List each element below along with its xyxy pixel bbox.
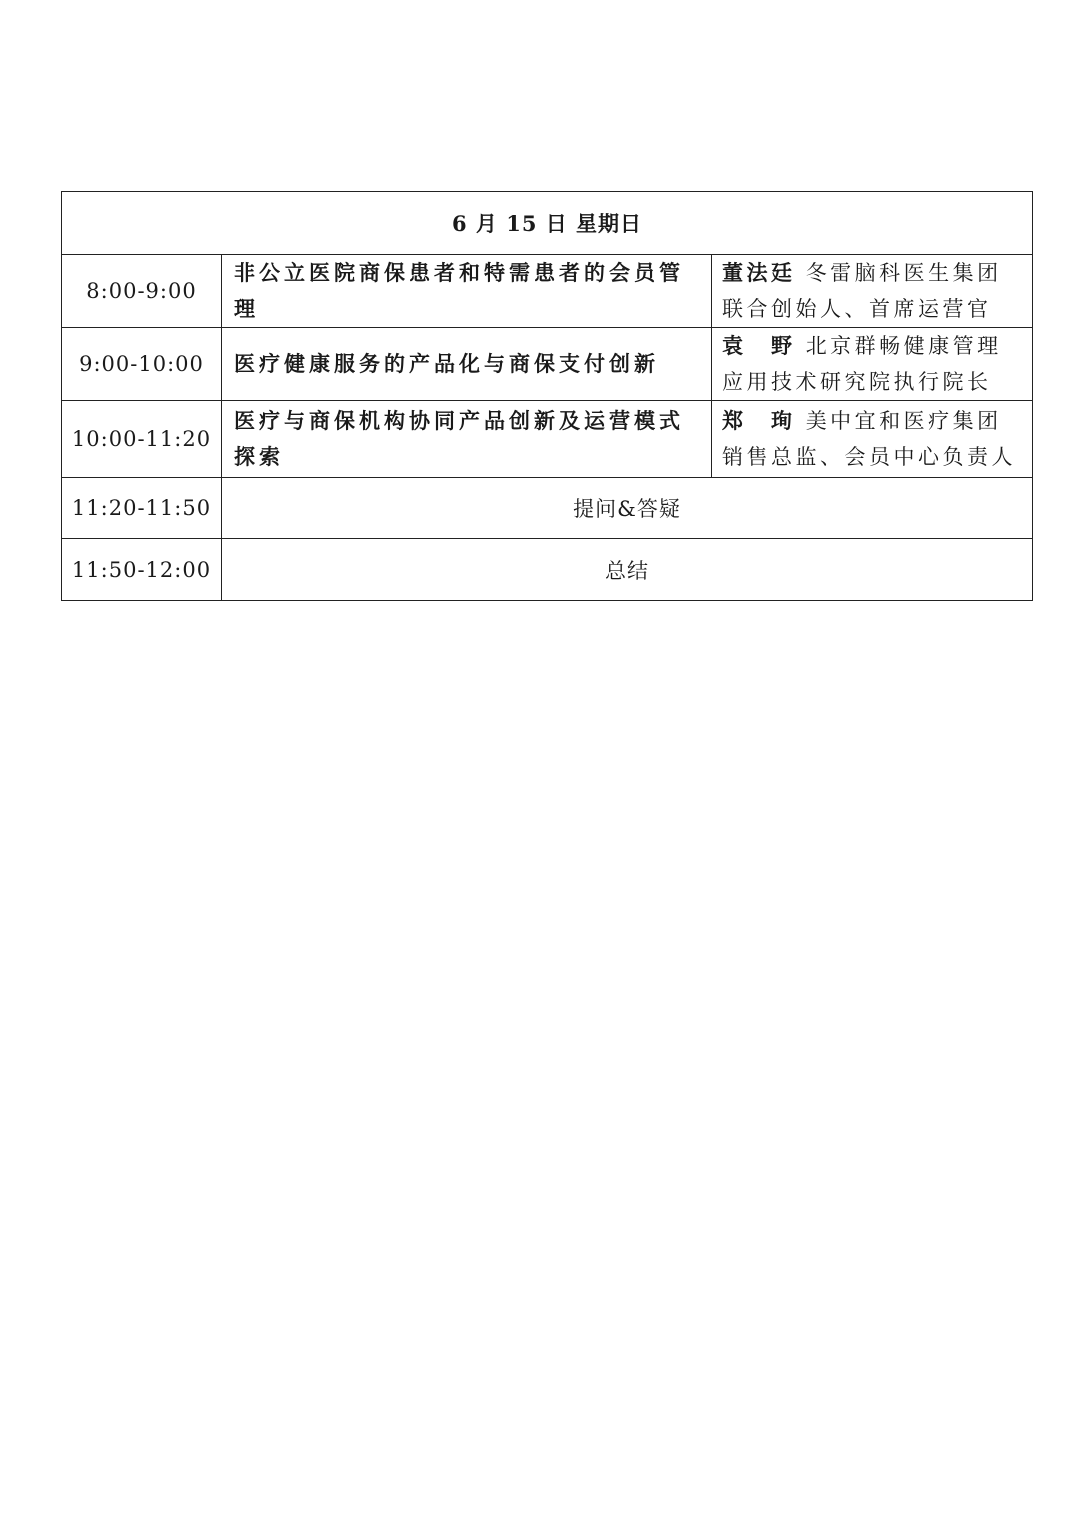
schedule-table <box>61 191 1033 601</box>
date-header-row <box>62 192 1033 255</box>
session-speaker <box>712 328 1033 401</box>
session-topic: 非公立医院商保患者和特需患者的会员管理 <box>222 255 712 328</box>
session-activity: 提问&答疑 <box>222 478 1033 539</box>
session-activity: 总结 <box>222 539 1033 601</box>
speaker-role: 应用技术研究院执行院长 <box>722 370 992 394</box>
table-row <box>62 401 1033 478</box>
table-row <box>62 539 1033 601</box>
speaker-role: 联合创始人、首席运营官 <box>722 297 992 321</box>
table-row <box>62 328 1033 401</box>
speaker-line-1 <box>722 403 1028 439</box>
session-topic: 医疗与商保机构协同产品创新及运营模式探索 <box>222 401 712 478</box>
speaker-name: 董法廷 <box>722 260 796 285</box>
session-time: 8:00-9:00 <box>62 255 222 328</box>
session-time: 9:00-10:00 <box>62 328 222 401</box>
speaker-org: 美中宜和医疗集团 <box>805 409 1002 433</box>
session-time: 11:20-11:50 <box>62 478 222 539</box>
table-row <box>62 255 1033 328</box>
speaker-org: 冬雷脑科医生集团 <box>805 261 1002 285</box>
speaker-org: 北京群畅健康管理 <box>805 334 1002 358</box>
date-header: 6 月 15 日 星期日 <box>62 192 1033 255</box>
session-topic: 医疗健康服务的产品化与商保支付创新 <box>222 328 712 401</box>
session-speaker <box>712 401 1033 478</box>
speaker-name: 郑 珣 <box>722 408 796 433</box>
session-time: 10:00-11:20 <box>62 401 222 478</box>
session-speaker <box>712 255 1033 328</box>
table-row <box>62 478 1033 539</box>
speaker-name: 袁 野 <box>722 333 796 358</box>
speaker-line-1 <box>722 328 1028 364</box>
session-time: 11:50-12:00 <box>62 539 222 601</box>
speaker-line-1 <box>722 255 1028 291</box>
speaker-role: 销售总监、会员中心负责人 <box>722 445 1016 469</box>
